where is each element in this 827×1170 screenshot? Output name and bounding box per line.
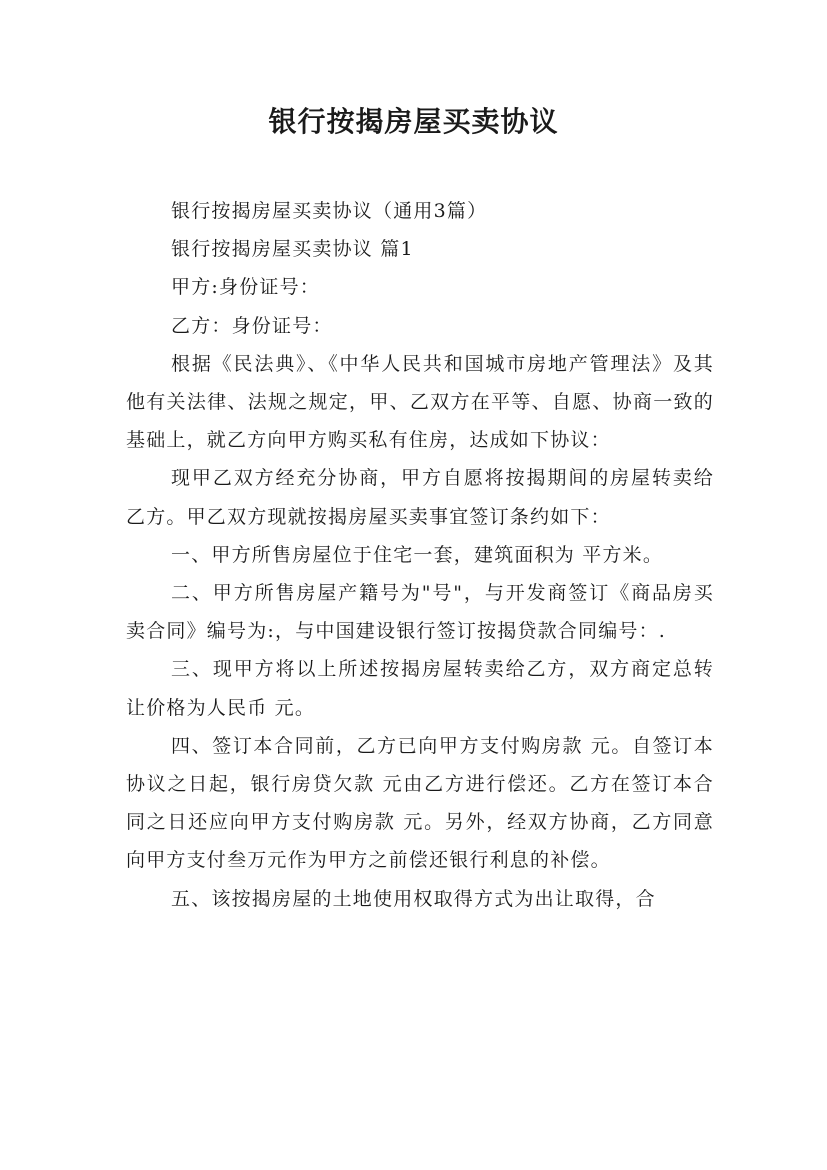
paragraph-clause-2: 二、甲方所售房屋产籍号为"号"，与开发商签订《商品房买卖合同》编号为:，与中国建设银行签订按揭贷款合同编号：. — [126, 582, 714, 643]
paragraph-clause-5: 五、该按揭房屋的土地使用权取得方式为出让取得，合 — [171, 887, 656, 910]
paragraph-clause-3: 三、现甲方将以上所述按揭房屋转卖给乙方，双方商定总转让价格为人民币 元。 — [126, 658, 714, 719]
paragraph-section-heading: 银行按揭房屋买卖协议 篇1 — [171, 238, 414, 261]
paragraph-party-b: 乙方：身份证号： — [171, 314, 333, 337]
paragraph-agreement-intro: 现甲乙双方经充分协商，甲方自愿将按揭期间的房屋转卖给乙方。甲乙双方现就按揭房屋买卖事宜签订条约如下： — [126, 467, 714, 528]
paragraph-party-a: 甲方:身份证号： — [171, 276, 321, 299]
paragraph-clause-1: 一、甲方所售房屋位于住宅一套，建筑面积为 平方米。 — [171, 543, 664, 566]
paragraph-preamble: 根据《民法典》、《中华人民共和国城市房地产管理法》及其他有关法律、法规之规定，甲、乙双方在平等、自愿、协商一致的基础上，就乙方向甲方购买私有住房，达成如下协议： — [126, 352, 714, 452]
document-body — [126, 192, 714, 918]
paragraph-clause-4: 四、签订本合同前，乙方已向甲方支付购房款 元。自签订本协议之日起，银行房贷欠款 元由乙方进行偿还。乙方在签订本合同之日还应向甲方支付购房款 元。另外，经双方协商，乙方同意向甲方支付叁万元作为甲方之前偿还银行利息的补偿。 — [126, 734, 714, 872]
paragraph-subtitle: 银行按揭房屋买卖协议（通用3篇） — [171, 200, 488, 222]
document-title: 银行按揭房屋买卖协议 — [268, 105, 559, 138]
